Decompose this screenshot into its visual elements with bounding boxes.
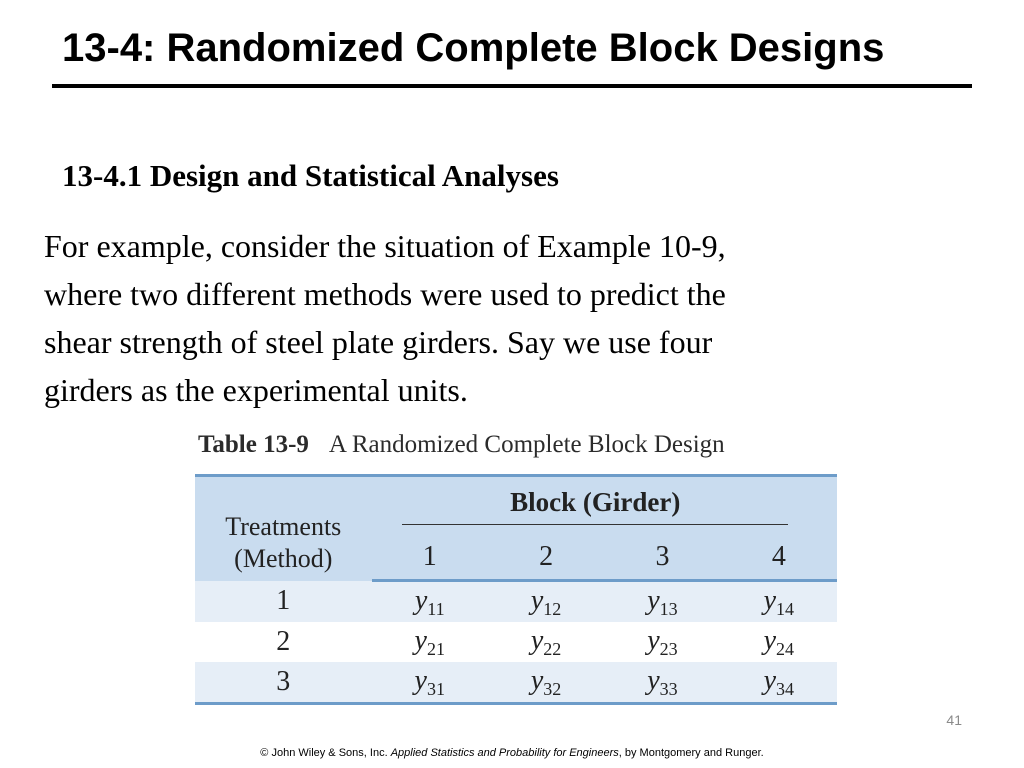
body-line: where two different methods were used to predict the	[44, 276, 726, 312]
table-cell: $y_{11}$	[414, 584, 445, 619]
treatments-header-line1: Treatments	[225, 511, 342, 541]
table-cell: $y_{22}$	[530, 624, 562, 659]
table-cell: $y_{33}$	[604, 662, 720, 704]
table-caption	[198, 428, 725, 462]
table-cell: $y_{13}$	[647, 584, 678, 619]
table-cell: $y_{14}$	[763, 584, 795, 619]
slide-title: 13-4: Randomized Complete Block Designs	[62, 26, 885, 70]
body-paragraph	[44, 222, 924, 414]
table-cell: $y_{34}$	[721, 662, 837, 704]
body-line: girders as the experimental units.	[44, 372, 468, 408]
block-header	[372, 476, 837, 536]
rcbd-table	[195, 474, 837, 705]
treatments-header-line2: (Method)	[234, 543, 333, 573]
treatment-label: 1	[276, 585, 291, 617]
page-number: 41	[946, 712, 962, 728]
section-subheading: 13-4.1 Design and Statistical Analyses	[62, 158, 559, 193]
treatment-label: 3	[195, 662, 372, 704]
table-caption-title: A Randomized Complete Block Design	[328, 431, 725, 458]
table-caption-number: Table 13-9	[198, 431, 309, 458]
table-row	[195, 622, 837, 662]
table-header-row	[195, 476, 837, 536]
title-underline	[52, 84, 972, 88]
block-header-label: Block (Girder)	[402, 487, 788, 525]
table-cell: $y_{31}$	[372, 662, 488, 704]
footer-book-title: Applied Statistics and Probability for Engineers	[390, 747, 619, 759]
footer-authors: , by Montgomery and Runger.	[618, 747, 764, 759]
table-cell: $y_{32}$	[488, 662, 604, 704]
block-number: 2	[488, 535, 604, 581]
block-number: 1	[372, 535, 488, 581]
block-number: 3	[604, 535, 720, 581]
footer-citation	[0, 747, 1024, 759]
block-number: 4	[721, 535, 837, 581]
table-row	[195, 662, 837, 704]
treatment-label: 2	[276, 626, 291, 657]
table-row	[195, 581, 837, 623]
table-cell: $y_{24}$	[763, 624, 795, 659]
table-cell: $y_{21}$	[414, 624, 445, 659]
body-line: shear strength of steel plate girders. Say we use four	[44, 324, 713, 360]
table-cell: $y_{12}$	[530, 584, 562, 619]
table-cell: $y_{23}$	[647, 624, 678, 659]
treatments-header	[195, 476, 372, 581]
body-line: For example, consider the situation of Example 10-9,	[44, 228, 726, 264]
footer-copyright: © John Wiley & Sons, Inc.	[260, 747, 391, 759]
